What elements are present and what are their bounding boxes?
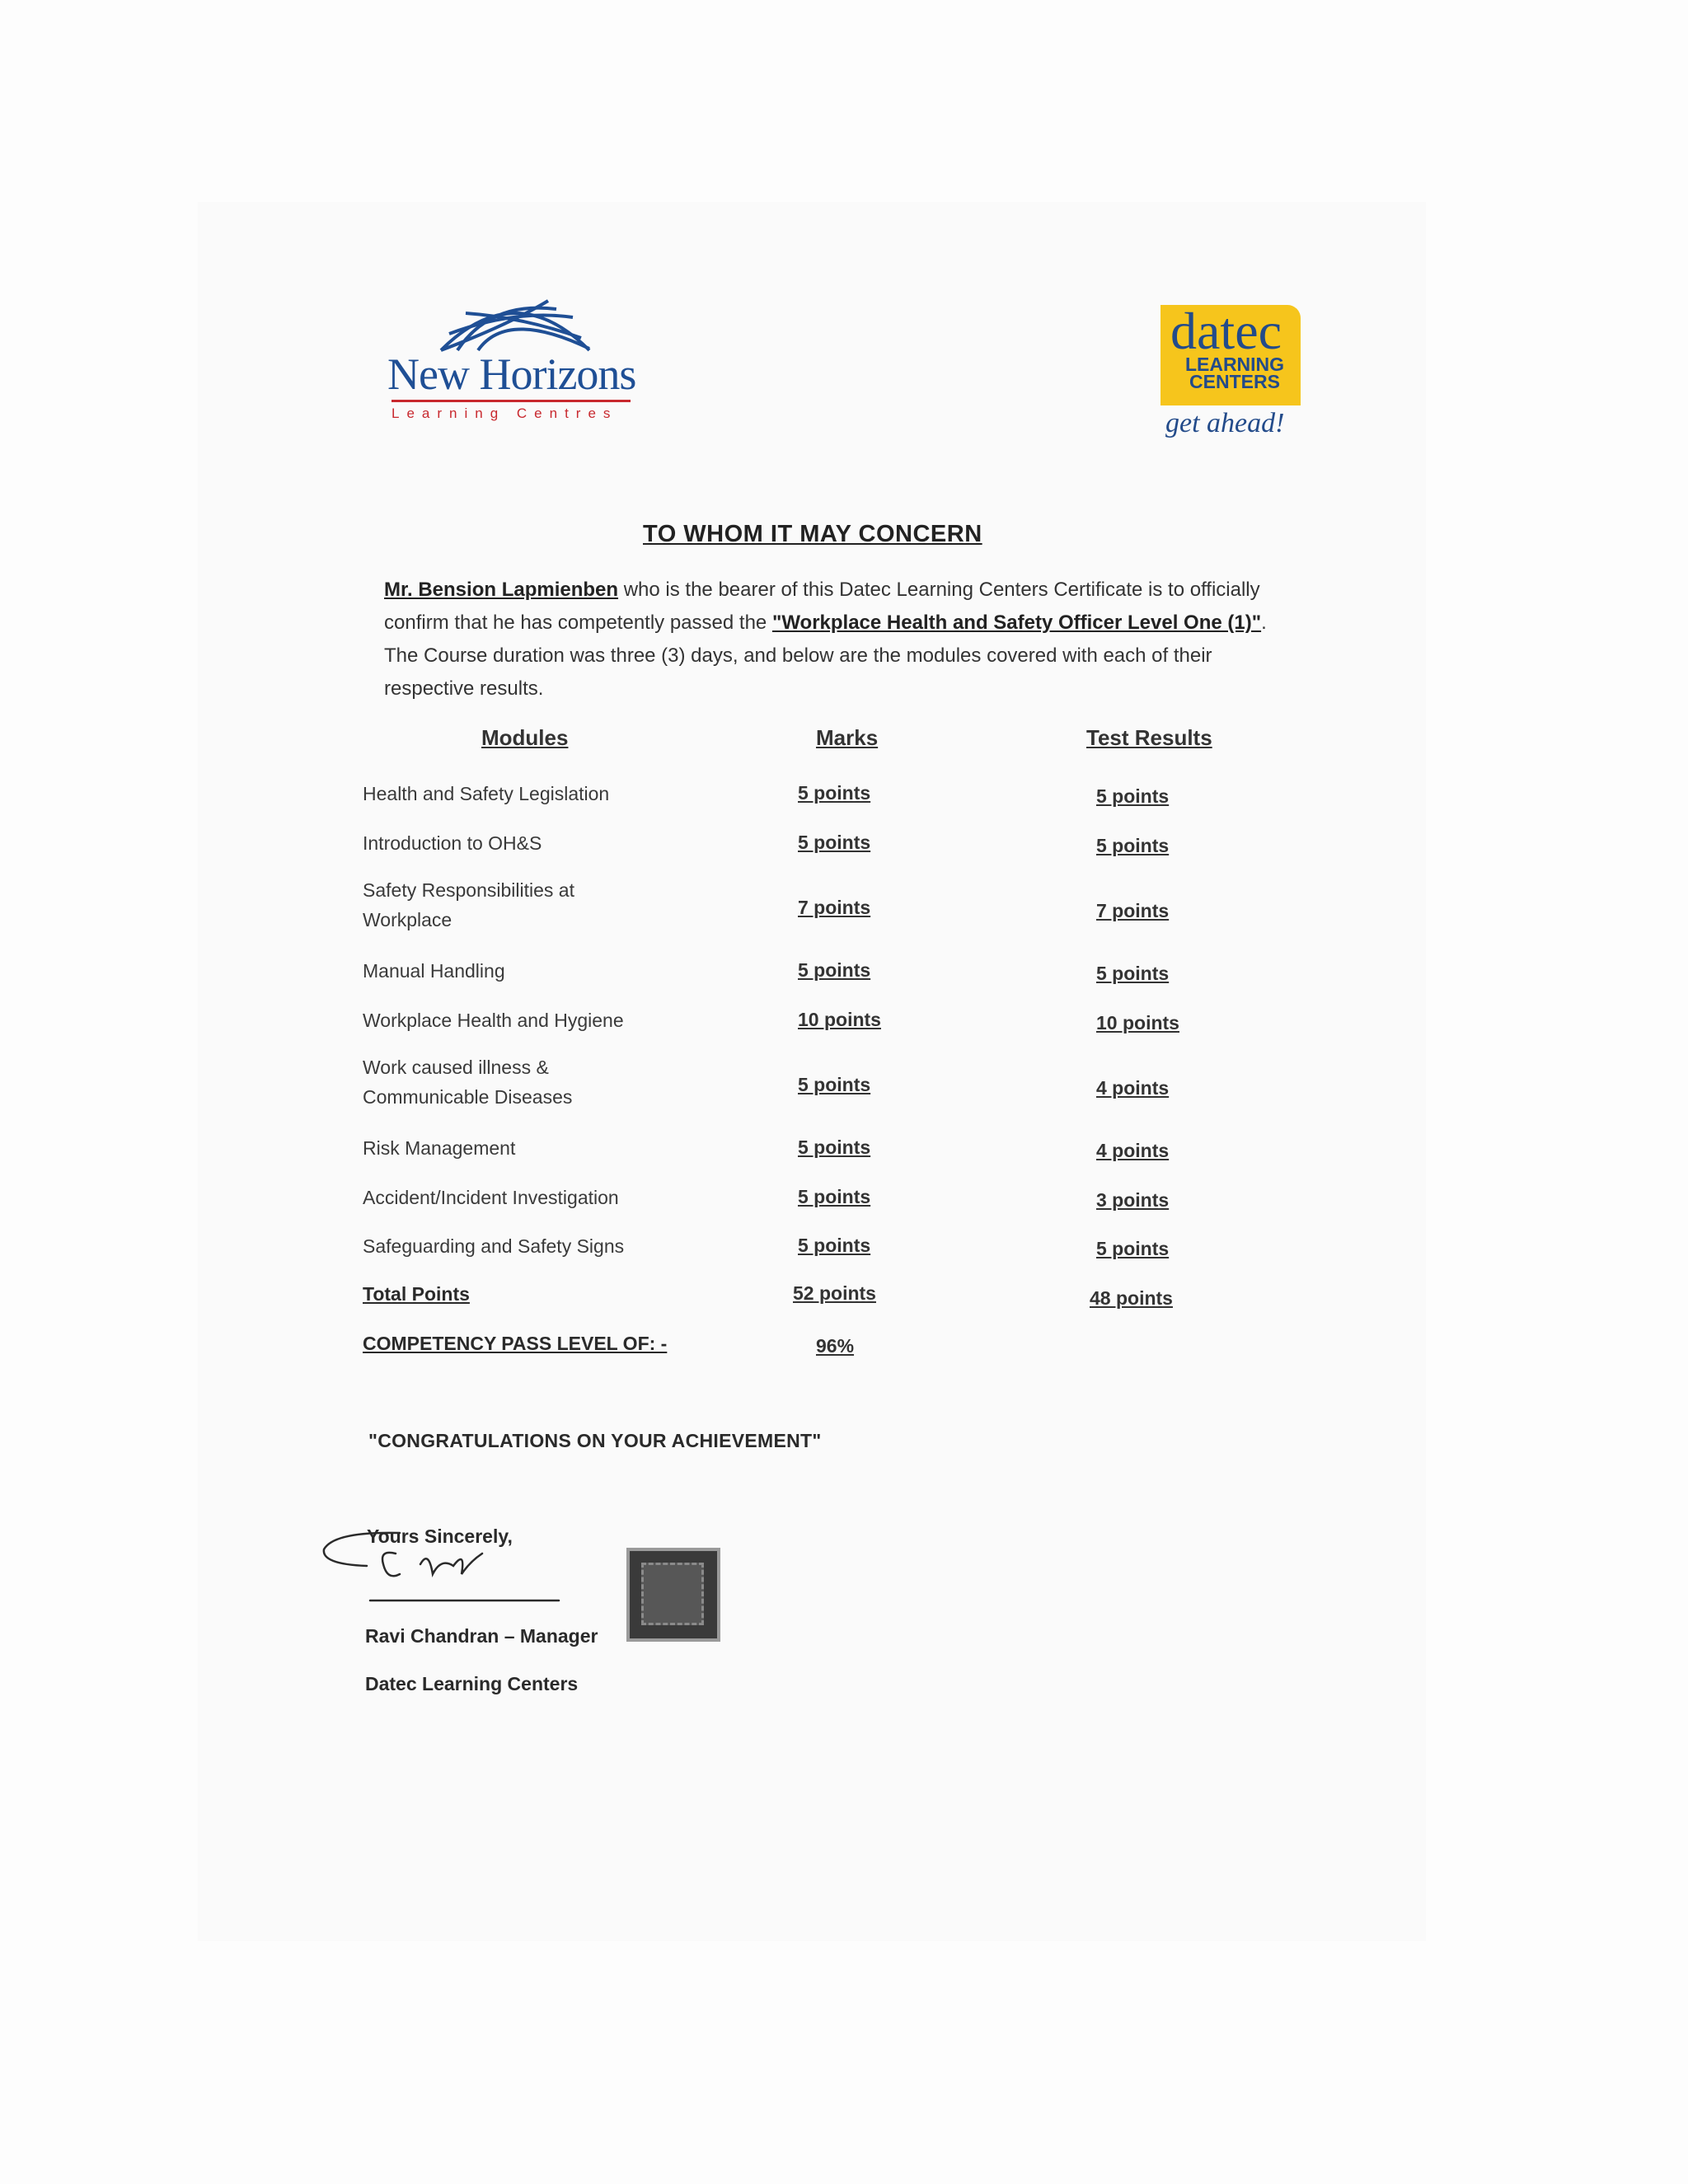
module-result: 3 points: [1096, 1189, 1170, 1211]
letter-title: TO WHOM IT MAY CONCERN: [643, 521, 982, 547]
module-marks: 5 points: [798, 832, 871, 853]
competency-label: COMPETENCY PASS LEVEL OF: -: [363, 1333, 668, 1354]
module-result: 7 points: [1096, 900, 1170, 921]
table-row: [0, 956, 1688, 1005]
module-name: Manual Handling: [363, 960, 505, 982]
marks-header: Marks: [816, 725, 879, 750]
datec-tagline: get ahead!: [1165, 408, 1285, 438]
table-row: [0, 875, 1688, 941]
module-name: Introduction to OH&S: [363, 832, 542, 854]
table-row: [0, 1052, 1688, 1118]
globe-icon: [433, 293, 598, 354]
closing-salutation: Yours Sincerely,: [367, 1526, 513, 1547]
signatory-organization: Datec Learning Centers: [365, 1673, 579, 1694]
stamp-emblem: [641, 1563, 704, 1625]
modules-header: Modules: [481, 725, 569, 750]
intro-text-2: . The Course duration was three (3) days, and below are the modules covered with each of their respective results.: [384, 612, 1267, 700]
datec-wordmark: datec: [1170, 302, 1282, 360]
module-name: Work caused illness & Communicable Diseases: [363, 1057, 573, 1108]
new-horizons-logo: [387, 293, 643, 424]
module-result: 5 points: [1096, 835, 1170, 856]
module-name: Risk Management: [363, 1137, 516, 1159]
recipient-name: Mr. Bension Lapmienben: [384, 579, 619, 601]
module-marks: 5 points: [798, 1235, 871, 1256]
module-result: 10 points: [1096, 1012, 1179, 1033]
table-row: [0, 1231, 1688, 1281]
module-marks: 5 points: [798, 959, 871, 981]
module-result: 4 points: [1096, 1140, 1170, 1161]
total-marks: 52 points: [793, 1282, 876, 1304]
signatory-name: Ravi Chandran – Manager: [365, 1625, 598, 1647]
module-name: Safeguarding and Safety Signs: [363, 1235, 625, 1257]
module-result: 5 points: [1096, 785, 1170, 807]
table-row: [0, 779, 1688, 828]
module-name: Health and Safety Legislation: [363, 783, 610, 804]
module-marks: 5 points: [798, 1074, 871, 1095]
results-header: Test Results: [1086, 725, 1212, 750]
intro-paragraph: [384, 574, 1274, 705]
module-name: Workplace Health and Hygiene: [363, 1010, 624, 1031]
module-marks: 5 points: [798, 1186, 871, 1207]
logo-divider: [392, 400, 631, 402]
company-stamp: [626, 1548, 720, 1642]
module-result: 4 points: [1096, 1077, 1170, 1099]
total-row: [0, 1279, 1688, 1329]
total-label: Total Points: [363, 1283, 470, 1305]
datec-logo-badge: [1160, 302, 1301, 405]
total-result: 48 points: [1090, 1287, 1173, 1309]
module-name: Accident/Incident Investigation: [363, 1187, 619, 1208]
module-marks: 5 points: [798, 1137, 871, 1158]
congratulations-message: "CONGRATULATIONS ON YOUR ACHIEVEMENT": [368, 1430, 822, 1451]
module-name: Safety Responsibilities at Workplace: [363, 879, 574, 930]
new-horizons-wordmark: New Horizons: [387, 349, 636, 399]
table-row: [0, 1133, 1688, 1183]
table-row: [0, 1005, 1688, 1055]
competency-row: [0, 1329, 1688, 1378]
module-marks: 5 points: [798, 782, 871, 804]
competency-value: 96%: [816, 1335, 855, 1357]
intro-text-1: who is the bearer of this Datec Learning Centers Certificate is to officially confirm that he has competently passed the: [384, 579, 1260, 634]
table-row: [0, 1183, 1688, 1232]
datec-subtitle: LEARNING CENTERS: [1184, 354, 1285, 392]
new-horizons-subtitle: Learning Centres: [392, 405, 618, 421]
module-result: 5 points: [1096, 963, 1170, 984]
datec-logo: [1160, 302, 1305, 453]
course-name: "Workplace Health and Safety Officer Level One (1)": [771, 612, 1262, 634]
module-marks: 7 points: [798, 897, 871, 918]
module-result: 5 points: [1096, 1238, 1170, 1259]
table-row: [0, 828, 1688, 878]
module-marks: 10 points: [798, 1009, 881, 1030]
